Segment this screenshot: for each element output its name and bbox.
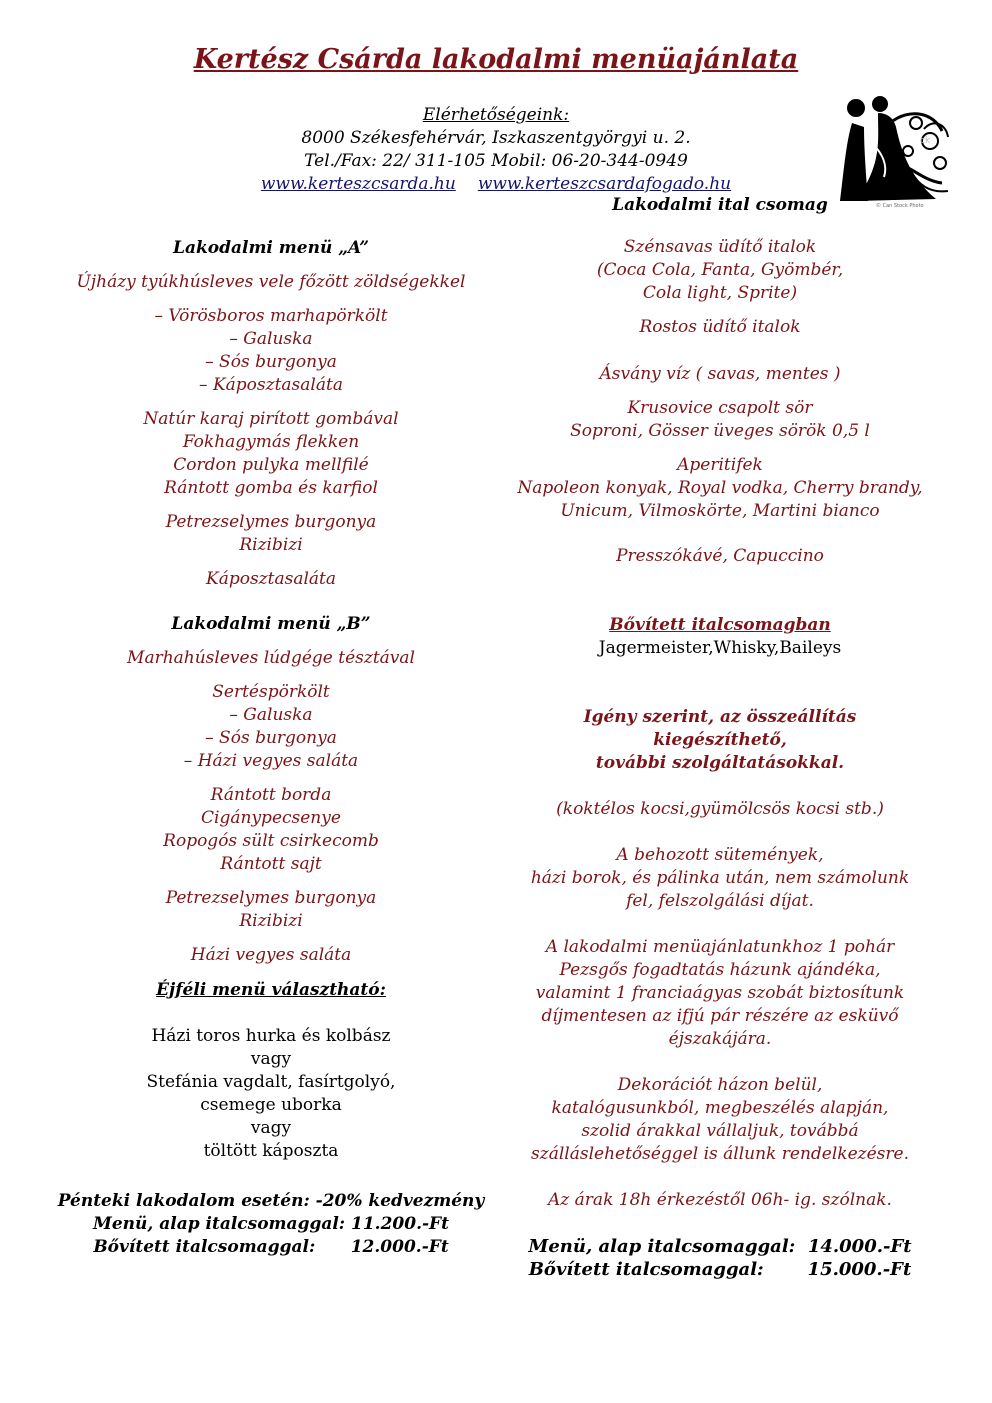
menu-item: – Sós burgonya (205, 728, 337, 748)
svg-text:ck: ck (920, 136, 931, 146)
page-title: Kertész Csárda lakodalmi menüajánlata (193, 44, 799, 75)
menu-item: csemege uborka (200, 1095, 342, 1115)
menu-item: Petrezselymes burgonya (165, 888, 377, 908)
drinks-water: Ásvány víz ( savas, mentes ) (599, 364, 841, 384)
contact-phone: Tel./Fax: 22/ 311-105 Mobil: 06-20-344-0949 (304, 151, 688, 171)
drink-item: (Coca Cola, Fanta, Gyömbér, (596, 260, 844, 280)
menu-b-dishes (40, 784, 502, 876)
note-decoration (490, 1074, 950, 1166)
note-line: Pezsgős fogadtatás házunk ajándéka, (559, 960, 881, 980)
menu-a-heading: Lakodalmi menü „A” (173, 238, 369, 258)
left-column (40, 237, 502, 1259)
midnight-items (40, 1025, 502, 1163)
note-line: fel, felszolgálási díjat. (626, 891, 814, 911)
menu-item: Stefánia vagdalt, fasírtgolyó, (146, 1072, 396, 1092)
note-line: katalógusunkból, megbeszélés alapján, (551, 1098, 889, 1118)
menu-b-sides (40, 887, 502, 933)
note-pastry (490, 844, 950, 913)
menu-item: – Galuska (229, 329, 313, 349)
drink-item: Krusovice csapolt sör (627, 398, 813, 418)
extended-package-items: Jagermeister,Whisky,Baileys (598, 638, 842, 658)
menu-item: Cordon pulyka mellfilé (173, 455, 369, 475)
menu-item: Rántott borda (210, 785, 332, 805)
note-line: díjmentesen az ifjú pár részére az esküvő (541, 1006, 899, 1026)
drinks-aperitif (490, 454, 950, 523)
menu-a-main (40, 305, 502, 397)
menu-item: Sertéspörkölt (212, 682, 330, 702)
watermark-text: © Can Stock Photo (876, 203, 924, 209)
website-link-1[interactable]: www.kerteszcsarda.hu (260, 174, 456, 194)
drink-item: Unicum, Vilmoskörte, Martini bianco (560, 501, 880, 521)
menu-a-sides (40, 511, 502, 557)
note-line: valamint 1 franciaágyas szobát biztosítunk (535, 983, 905, 1003)
optional-services (490, 706, 950, 775)
menu-item: Rántott sajt (220, 854, 322, 874)
menu-item: Cigánypecsenye (201, 808, 341, 828)
menu-b-soup: Marhahúsleves lúdgége tésztával (127, 648, 415, 668)
drinks-juice: Rostos üdítő italok (639, 317, 801, 337)
drink-item: Szénsavas üdítő italok (623, 237, 817, 257)
drink-item: Cola light, Sprite) (642, 283, 798, 303)
note-line: A lakodalmi menüajánlatunkhoz 1 pohár (545, 937, 895, 957)
right-pricing (490, 1235, 950, 1281)
optional-line: kiegészíthető, (653, 730, 787, 750)
menu-b-heading: Lakodalmi menü „B” (171, 614, 371, 634)
menu-b-main (40, 681, 502, 773)
menu-item: – Házi vegyes saláta (183, 751, 359, 771)
menu-item: – Káposztasaláta (199, 375, 343, 395)
menu-b-salad: Házi vegyes saláta (190, 945, 352, 965)
wedding-couple-image (816, 83, 962, 211)
friday-discount: Pénteki lakodalom esetén: -20% kedvezmény (57, 1191, 485, 1211)
menu-item: töltött káposzta (203, 1141, 339, 1161)
menu-item: – Sós burgonya (205, 352, 337, 372)
menu-item: Ropogós sült csirkecomb (163, 831, 379, 851)
menu-a-dishes (40, 408, 502, 500)
price-base: Menü, alap italcsomaggal: 14.000.-Ft (528, 1236, 912, 1257)
left-pricing (40, 1190, 502, 1259)
menu-item: vagy (250, 1118, 292, 1138)
extended-package-heading: Bővített italcsomagban (609, 615, 831, 635)
price-extended: Bővített italcsomaggal: 15.000.-Ft (528, 1259, 912, 1280)
menu-item: Rántott gomba és karfiol (164, 478, 378, 498)
drinks-soft (490, 236, 950, 305)
menu-a-salad: Káposztasaláta (206, 569, 336, 589)
right-column (490, 194, 950, 1281)
menu-item: Fokhagymás flekken (182, 432, 360, 452)
menu-item: Petrezselymes burgonya (165, 512, 377, 532)
menu-a-soup: Újházy tyúkhúsleves vele főzött zöldségekkel (76, 272, 466, 292)
drinks-coffee: Presszókávé, Capuccino (616, 546, 824, 566)
website-link-2[interactable]: www.kerteszcsardafogado.hu (477, 174, 732, 194)
drinks-heading: Lakodalmi ital csomag (612, 195, 828, 215)
menu-item: Natúr karaj pirított gombával (143, 409, 399, 429)
price-base: Menü, alap italcsomaggal: 11.200.-Ft (93, 1214, 449, 1234)
note-line: szálláslehetőséggel is állunk rendelkezésre. (531, 1144, 909, 1164)
menu-item: vagy (250, 1049, 292, 1069)
note-line: házi borok, és pálinka után, nem számolunk (530, 868, 910, 888)
note-line: Dekorációt házon belül, (617, 1075, 823, 1095)
optional-line: Igény szerint, az összeállítás (583, 707, 857, 727)
drinks-beer (490, 397, 950, 443)
menu-item: Rizibizi (239, 911, 303, 931)
menu-item: – Vörösboros marhapörkölt (154, 306, 388, 326)
drink-item: Napoleon konyak, Royal vodka, Cherry brandy, (517, 478, 923, 498)
drink-item: Soproni, Gösser üveges sörök 0,5 l (570, 421, 870, 441)
menu-item: Rizibizi (239, 535, 303, 555)
note-line: szolid árakkal vállaljuk, továbbá (581, 1121, 859, 1141)
midnight-heading: Éjféli menü választható: (156, 980, 386, 1000)
note-line: éjszakájára. (668, 1029, 772, 1049)
contact-label: Elérhetőségeink: (422, 105, 570, 125)
optional-example: (koktélos kocsi,gyümölcsös kocsi stb.) (556, 799, 884, 819)
menu-item: – Galuska (229, 705, 313, 725)
price-extended: Bővített italcsomaggal: 12.000.-Ft (93, 1237, 449, 1257)
optional-line: további szolgáltatásokkal. (595, 753, 845, 773)
note-gift (490, 936, 950, 1051)
drink-item: Aperitifek (677, 455, 763, 475)
note-line: A behozott sütemények, (616, 845, 824, 865)
menu-item: Házi toros hurka és kolbász (151, 1026, 391, 1046)
note-hours: Az árak 18h érkezéstől 06h- ig. szólnak. (548, 1190, 892, 1210)
contact-address: 8000 Székesfehérvár, Iszkaszentgyörgyi u. 2. (301, 128, 691, 148)
